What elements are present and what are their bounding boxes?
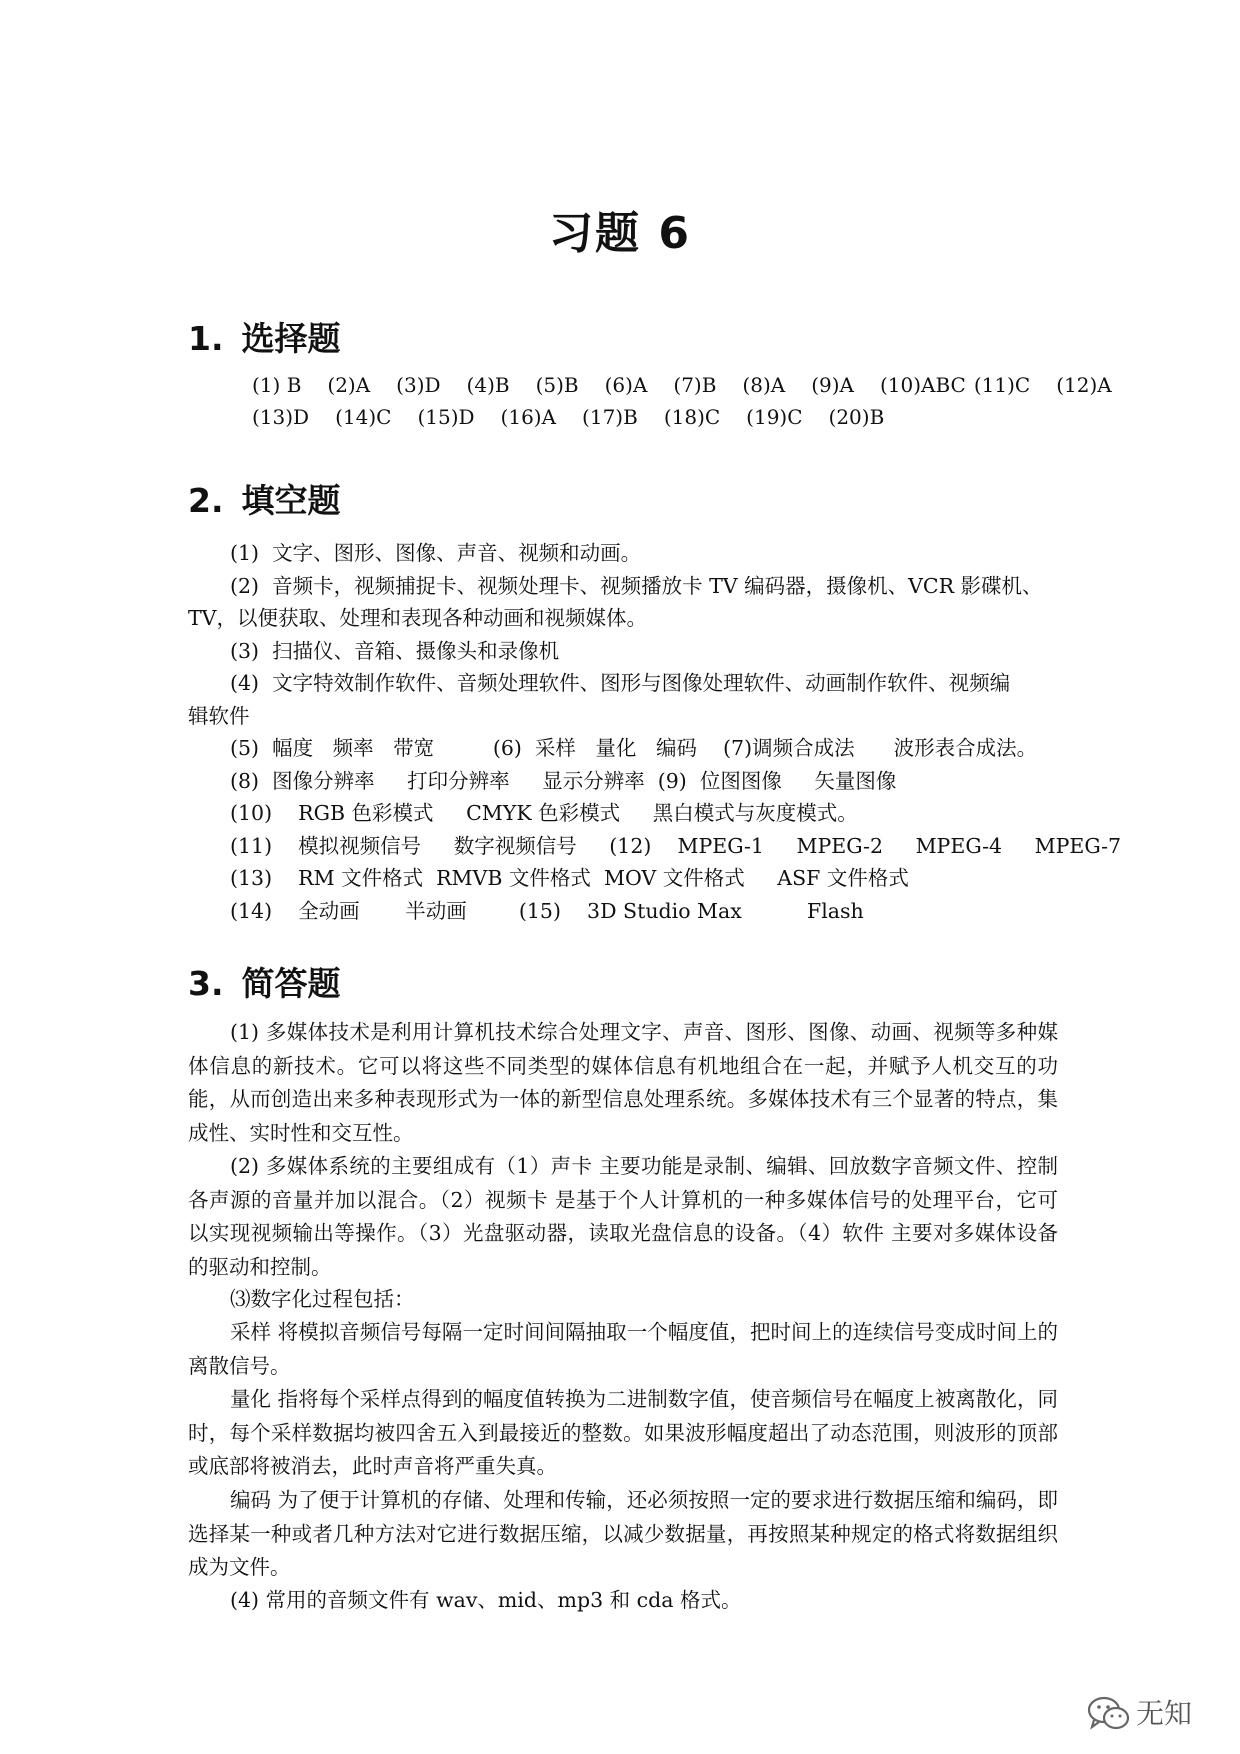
fill-blank-line: TV，以便获取、处理和表现各种动画和视频媒体。 [188,606,647,630]
answer-item: (14)C [335,405,392,429]
answer-paragraph: 量化 指将每个采样点得到的幅度值转换为二进制数字值，使音频信号在幅度上被离散化，同时，每个采样数据均被四舍五入到最接近的整数。如果波形幅度超出了动态范围，则波形的顶部或底部将被消去，此时声音将严重失真。 [188,1387,1058,1478]
answer-paragraph: (4) 常用的音频文件有 wav、mid、mp3 和 cda 格式。 [230,1588,742,1612]
section-2-title: 填空题 [241,481,341,520]
fill-blank-line: (13) RM 文件格式 RMVB 文件格式 MOV 文件格式 ASF 文件格式 [230,866,909,890]
page-title: 习题 6 [549,208,691,259]
fill-blank-line: (10) RGB 色彩模式 CMYK 色彩模式 黑白模式与灰度模式。 [230,801,858,825]
fill-blank-line: (2) 音频卡，视频捕捉卡、视频处理卡、视频播放卡 TV 编码器，摄像机、VCR 影碟机、 [230,574,1043,598]
answers-row-2 [252,405,910,429]
section-3-number: 3. [188,964,224,1003]
answer-item: (19)C [746,405,803,429]
fill-blank-line: (8) 图像分辨率 打印分辨率 显示分辨率 (9) 位图图像 矢量图像 [230,769,897,793]
fill-blank-line: (5) 幅度 频率 带宽 (6) 采样 量化 编码 (7)调频合成法 波形表合成法。 [230,736,1038,760]
answer-item: (4)B [466,373,510,397]
answer-item: (1) B [252,373,302,397]
section-2-heading [188,475,341,522]
answer-item: (16)A [500,405,557,429]
answer-paragraph: ⑶数字化过程包括： [230,1287,415,1311]
answer-paragraph: (1) 多媒体技术是利用计算机技术综合处理文字、声音、图形、图像、动画、视频等多种媒体信息的新技术。它可以将这些不同类型的媒体信息有机地组合在一起，并赋予人机交互的功能，从而创造出来多种表现形式为一体的新型信息处理系统。多媒体技术有三个显著的特点，集成性、实时性和交互性。 [188,1020,1058,1145]
fill-blank-line: (11) 模拟视频信号 数字视频信号 (12) MPEG-1 MPEG-2 MPEG-4 MPEG-7 [230,834,1122,858]
section-1-heading [188,313,341,360]
answer-item: (18)C [663,405,721,429]
answer-item: (5)B [535,373,579,397]
answer-paragraph: 编码 为了便于计算机的存储、处理和传输，还必须按照一定的要求进行数据压缩和编码，即选择某一种或者几种方法对它进行数据压缩，以减少数据量，再按照某种规定的格式将数据组织成为文件。 [188,1488,1058,1579]
section-3-heading [188,958,341,1005]
section-1-title: 选择题 [241,319,341,358]
answer-paragraph: 采样 将模拟音频信号每隔一定时间间隔抽取一个幅度值，把时间上的连续信号变成时间上的离散信号。 [188,1320,1058,1378]
answer-item: (15)D [417,405,475,429]
answer-paragraph: (2) 多媒体系统的主要组成有（1）声卡 主要功能是录制、编辑、回放数字音频文件、控制各声源的音量并加以混合。（2）视频卡 是基于个人计算机的一种多媒体信号的处理平台，它可以实现视频输出等操作。（3）光盘驱动器，读取光盘信息的设备。（4）软件 主要对多媒体设备的驱动和控制。 [188,1154,1058,1279]
answer-item: (11)C [973,373,1031,397]
answer-item: (10)ABC [879,373,966,397]
section-3-title: 简答题 [241,964,341,1003]
answer-item: (13)D [252,405,310,429]
answer-item: (17)B [582,405,638,429]
answer-item: (9)A [811,373,854,397]
watermark-text: 无知 [1136,1697,1193,1730]
answer-item: (3)D [396,373,441,397]
fill-blank-line: (1) 文字、图形、图像、声音、视频和动画。 [230,541,642,565]
answer-item: (20)B [828,405,885,429]
fill-blank-line: 辑软件 [188,704,250,728]
wechat-icon [1086,1694,1132,1738]
answer-item: (8)A [742,373,786,397]
section-2-number: 2. [188,481,224,520]
fill-blank-line: (14) 全动画 半动画 (15) 3D Studio Max Flash [230,899,864,923]
answer-item: (12)A [1056,373,1112,397]
fill-blank-line: (4) 文字特效制作软件、音频处理软件、图形与图像处理软件、动画制作软件、视频编 [230,671,1011,695]
answer-item: (6)A [604,373,648,397]
answer-item: (7)B [673,373,717,397]
answer-item: (2)A [327,373,371,397]
answers-row-1 [252,373,1138,397]
fill-blank-line: (3) 扫描仪、音箱、摄像头和录像机 [230,639,560,663]
section-1-number: 1. [188,319,224,358]
